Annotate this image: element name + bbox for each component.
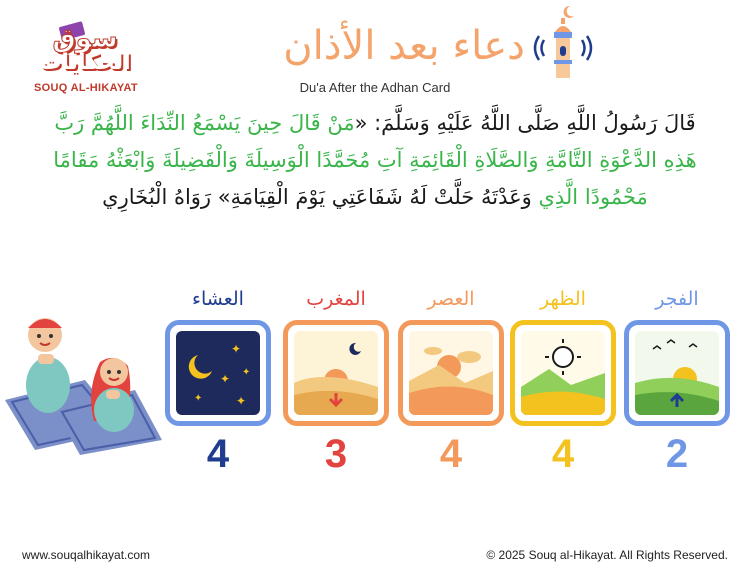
hadith-text [40,105,710,216]
prayer-count-maghrib: 3 [324,432,348,476]
prayer-count-asr: 4 [439,432,463,476]
prayer-name-dhuhr: الظهر [540,288,586,310]
afternoon-icon [409,331,493,415]
prayer-name-fajr: الفجر [655,288,699,310]
logo-subtitle: SOUQ AL-HIKAYAT [34,82,138,94]
svg-text:✦: ✦ [220,372,231,386]
svg-text:✦: ✦ [236,394,247,408]
prayer-count-fajr: 2 [665,432,689,476]
praying-children-illustration [0,290,165,455]
prayer-count-isha: 4 [206,432,230,476]
sunset-icon [294,331,378,415]
prayer-card-dhuhr [510,320,616,426]
minaret-icon [530,4,596,80]
page-title: دعاء بعد الأذان [283,23,525,69]
logo-text-line2: الحكايات [39,50,131,75]
prayer-count-dhuhr: 4 [551,432,575,476]
svg-text:✦: ✦ [194,393,203,404]
prayer-name-asr: العصر [427,288,475,310]
logo-text-line1: سوق [52,24,118,54]
noon-icon [521,331,605,415]
night-icon [176,331,260,415]
page-subtitle: Du'a After the Adhan Card [299,80,451,95]
prayer-card-maghrib [283,320,389,426]
svg-text:✦: ✦ [231,342,242,356]
brand-logo [30,24,140,102]
hadith-dua: مَنْ قَالَ حِينَ يَسْمَعُ النِّدَاءَ اللَّهُمَّ رَبَّ هَذِهِ الدَّعْوَةِ التَّامَّةِ وَالصَّلَاةِ الْقَائِمَةِ آتِ مُحَمَّدًا الْوَسِيلَةَ وَالْفَضِيلَةَ وَابْعَثْهُ مَقَامًا مَحْمُودًا الَّذِي [53,111,697,209]
prayer-card-asr [398,320,504,426]
prayer-card-isha [165,320,271,426]
footer-copyright: © 2025 Souq al-Hikayat. All Rights Reserved. [486,548,728,562]
hadith-intro: قَالَ رَسُولُ اللَّهِ صَلَّى اللَّهُ عَلَيْهِ وَسَلَّمَ: « [354,111,696,135]
prayer-name-maghrib: المغرب [306,288,366,310]
prayer-card-fajr [624,320,730,426]
hadith-ending: وَعَدْتَهُ حَلَّتْ لَهُ شَفَاعَتِي يَوْمَ الْقِيَامَةِ» رَوَاهُ الْبُخَارِي [102,185,532,209]
prayer-name-isha: العشاء [192,288,244,310]
dawn-icon [635,331,719,415]
footer-website: www.souqalhikayat.com [22,548,151,562]
svg-text:✦: ✦ [242,367,251,378]
